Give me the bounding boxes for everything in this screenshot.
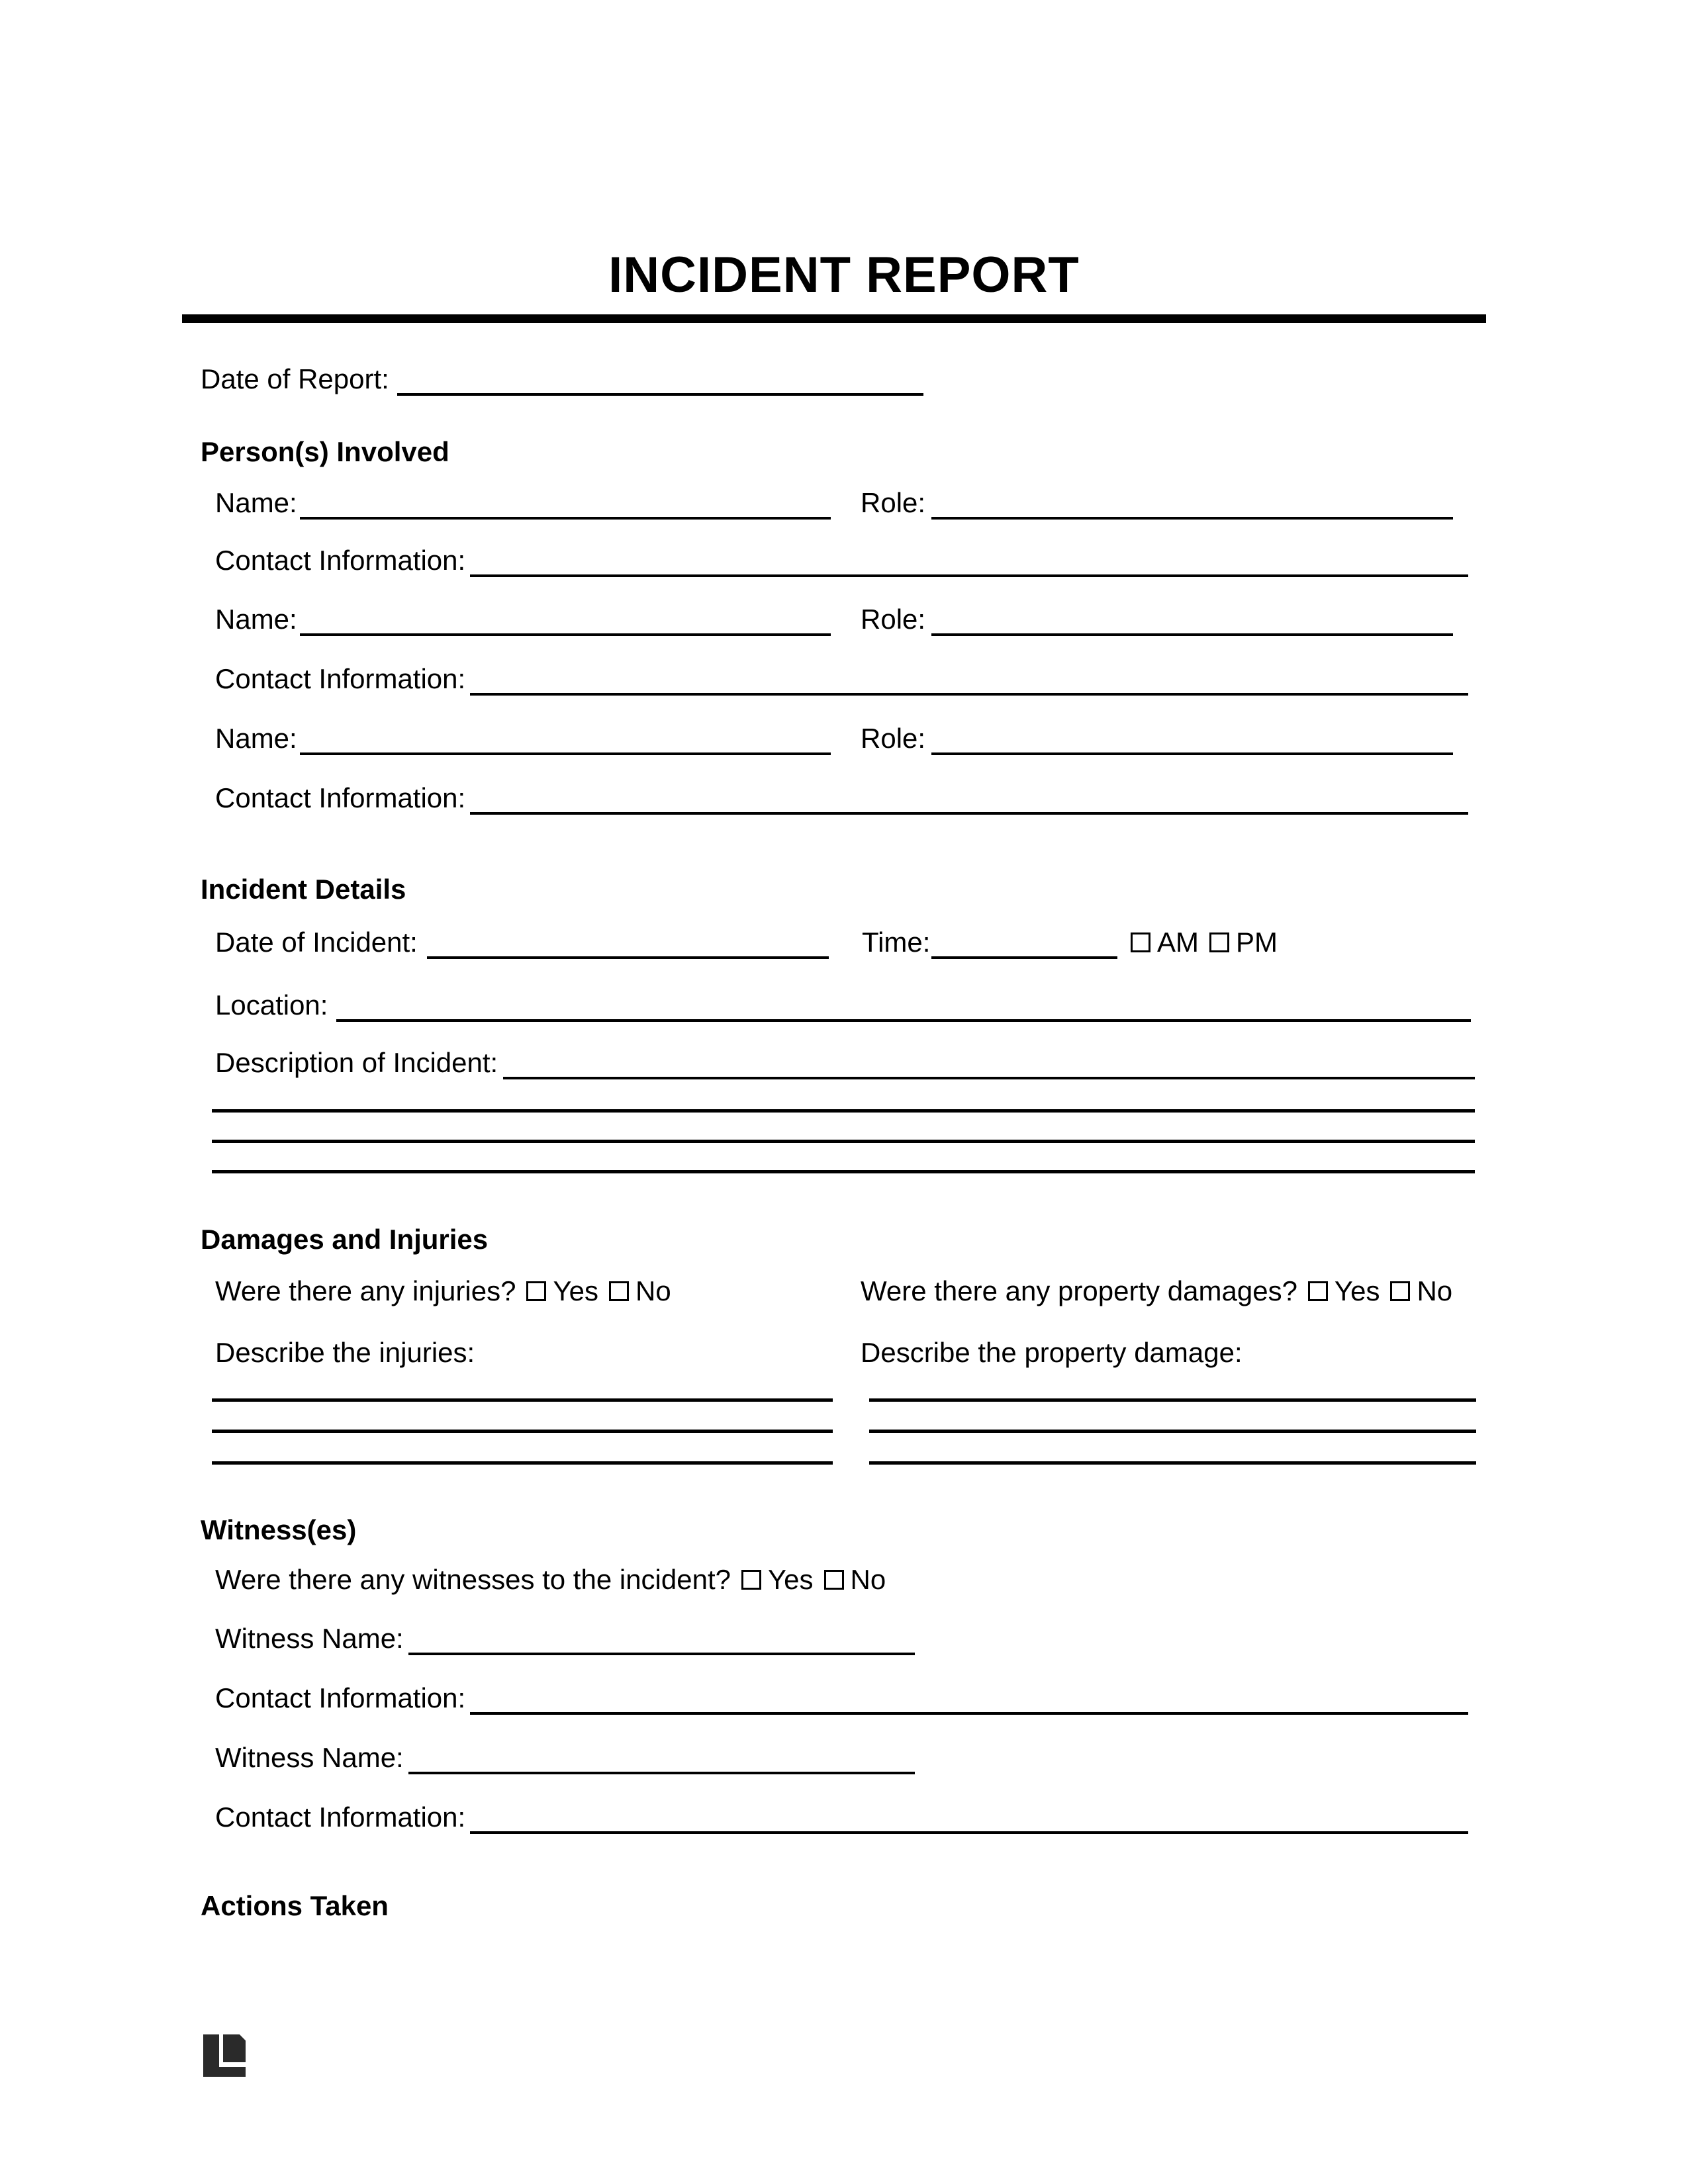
witnesses-no-checkbox[interactable] <box>824 1570 844 1590</box>
time-field[interactable] <box>931 956 1117 959</box>
property-damage-field-line-1[interactable] <box>869 1398 1476 1402</box>
title-rule <box>182 314 1486 323</box>
person-3-name-field[interactable] <box>300 752 831 755</box>
property-damage-field-line-3[interactable] <box>869 1461 1476 1465</box>
witnesses-yes-checkbox[interactable] <box>741 1570 761 1590</box>
witnesses-heading: Witness(es) <box>201 1514 357 1545</box>
injuries-no-checkbox[interactable] <box>609 1281 629 1301</box>
person-2-role-field[interactable] <box>931 633 1453 636</box>
date-of-report-field[interactable] <box>397 393 923 396</box>
injuries-field-line-1[interactable] <box>212 1398 833 1402</box>
property-damages-question-row <box>861 1277 1452 1305</box>
person-3-contact-label: Contact Information: <box>215 782 466 813</box>
injuries-field-line-3[interactable] <box>212 1461 833 1465</box>
property-damages-no-label: No <box>1417 1275 1453 1306</box>
person-3-role-field[interactable] <box>931 752 1453 755</box>
logo-page-shape <box>223 2034 246 2062</box>
description-field-line-3[interactable] <box>212 1140 1475 1143</box>
witness-1-contact-label: Contact Information: <box>215 1682 466 1713</box>
page-title: INCIDENT REPORT <box>608 247 1080 303</box>
property-damages-yes-checkbox[interactable] <box>1308 1281 1328 1301</box>
injuries-question-row <box>215 1277 671 1305</box>
person-3-contact-field[interactable] <box>470 812 1468 815</box>
property-damage-field-line-2[interactable] <box>869 1430 1476 1433</box>
actions-taken-heading: Actions Taken <box>201 1890 389 1921</box>
witness-1-name-label: Witness Name: <box>215 1623 404 1654</box>
witness-2-name-field[interactable] <box>408 1772 915 1774</box>
person-1-role-field[interactable] <box>931 517 1453 520</box>
describe-property-damage-label: Describe the property damage: <box>861 1337 1243 1368</box>
persons-involved-heading: Person(s) Involved <box>201 436 449 467</box>
am-label: AM <box>1157 927 1199 958</box>
legal-templates-logo-icon <box>203 2034 246 2077</box>
witnesses-no-label: No <box>850 1564 886 1595</box>
injuries-yes-checkbox[interactable] <box>526 1281 546 1301</box>
injuries-question: Were there any injuries? <box>215 1275 516 1306</box>
person-1-contact-field[interactable] <box>470 574 1468 577</box>
injuries-field-line-2[interactable] <box>212 1430 833 1433</box>
person-2-name-field[interactable] <box>300 633 831 636</box>
property-damages-question: Were there any property damages? <box>861 1275 1297 1306</box>
description-field-line-2[interactable] <box>212 1109 1475 1113</box>
person-2-contact-label: Contact Information: <box>215 663 466 694</box>
witnesses-question-row <box>215 1566 886 1594</box>
location-label: Location: <box>215 989 328 1021</box>
property-damages-yes-label: Yes <box>1334 1275 1380 1306</box>
witness-2-contact-field[interactable] <box>470 1831 1468 1834</box>
description-field-line-1[interactable] <box>503 1077 1475 1079</box>
date-of-incident-field[interactable] <box>427 956 829 959</box>
witnesses-question: Were there any witnesses to the incident? <box>215 1564 731 1595</box>
person-1-name-field[interactable] <box>300 517 831 520</box>
logo-bottom-bar <box>203 2067 246 2077</box>
person-2-name-label: Name: <box>215 604 297 635</box>
witness-2-contact-label: Contact Information: <box>215 1801 466 1833</box>
witness-1-contact-field[interactable] <box>470 1712 1468 1715</box>
location-field[interactable] <box>336 1019 1471 1022</box>
witnesses-yes-label: Yes <box>768 1564 814 1595</box>
description-field-line-4[interactable] <box>212 1170 1475 1173</box>
pm-label: PM <box>1236 927 1278 958</box>
property-damages-no-checkbox[interactable] <box>1390 1281 1410 1301</box>
pm-checkbox[interactable] <box>1209 933 1229 952</box>
injuries-yes-label: Yes <box>553 1275 598 1306</box>
person-3-name-label: Name: <box>215 723 297 754</box>
person-1-role-label: Role: <box>861 487 926 518</box>
date-of-report-label: Date of Report: <box>201 363 389 394</box>
time-label: Time: <box>862 927 931 958</box>
person-2-contact-field[interactable] <box>470 693 1468 696</box>
person-3-role-label: Role: <box>861 723 926 754</box>
am-checkbox[interactable] <box>1131 933 1150 952</box>
witness-2-name-label: Witness Name: <box>215 1742 404 1773</box>
injuries-no-label: No <box>635 1275 671 1306</box>
date-of-incident-label: Date of Incident: <box>215 927 418 958</box>
person-1-contact-label: Contact Information: <box>215 545 466 576</box>
witness-1-name-field[interactable] <box>408 1653 915 1655</box>
person-2-role-label: Role: <box>861 604 926 635</box>
description-of-incident-label: Description of Incident: <box>215 1047 498 1078</box>
describe-injuries-label: Describe the injuries: <box>215 1337 475 1368</box>
incident-details-heading: Incident Details <box>201 874 406 905</box>
ampm-group <box>1131 929 1278 956</box>
person-1-name-label: Name: <box>215 487 297 518</box>
damages-injuries-heading: Damages and Injuries <box>201 1224 489 1255</box>
